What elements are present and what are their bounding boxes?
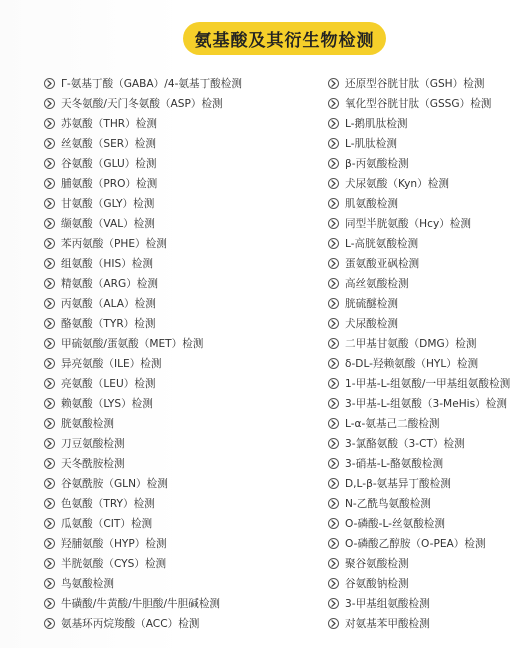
list-item-label: 对氨基苯甲酸检测: [345, 617, 430, 630]
list-item[interactable]: [328, 313, 528, 333]
list-item[interactable]: [44, 613, 306, 633]
list-item[interactable]: [328, 93, 528, 113]
list-item-label: Γ-氨基丁酸（GABA）/4-氨基丁酸检测: [61, 77, 242, 90]
list-item[interactable]: [44, 213, 306, 233]
chevron-right-circle-icon: [44, 498, 55, 509]
chevron-right-circle-icon: [328, 258, 339, 269]
list-item-label: β-丙氨酸检测: [345, 157, 409, 170]
list-item[interactable]: [328, 253, 528, 273]
chevron-right-circle-icon: [328, 478, 339, 489]
list-item-label: 谷氨酰胺（GLN）检测: [61, 477, 168, 490]
list-item-label: 还原型谷胱甘肽（GSH）检测: [345, 77, 485, 90]
list-item[interactable]: [328, 413, 528, 433]
list-item[interactable]: [328, 293, 528, 313]
list-item-label: 羟脯氨酸（HYP）检测: [61, 537, 167, 550]
list-item[interactable]: [328, 333, 528, 353]
chevron-right-circle-icon: [44, 398, 55, 409]
list-item[interactable]: [44, 233, 306, 253]
list-item-label: 组氨酸（HIS）检测: [61, 257, 153, 270]
list-item[interactable]: [44, 193, 306, 213]
list-item[interactable]: [328, 233, 528, 253]
chevron-right-circle-icon: [328, 498, 339, 509]
list-item-label: 同型半胱氨酸（Hcy）检测: [345, 217, 471, 230]
list-item-label: L-鹅肌肽检测: [345, 117, 408, 130]
page-title: 氨基酸及其衍生物检测: [194, 31, 375, 51]
list-item-label: 天冬氨酸/天门冬氨酸（ASP）检测: [61, 97, 223, 110]
list-item[interactable]: [44, 493, 306, 513]
chevron-right-circle-icon: [44, 578, 55, 589]
chevron-right-circle-icon: [44, 458, 55, 469]
list-item-label: O-磷酸乙醇胺（O-PEA）检测: [345, 537, 486, 550]
list-item[interactable]: [44, 113, 306, 133]
chevron-right-circle-icon: [44, 158, 55, 169]
list-item-label: 谷氨酸（GLU）检测: [61, 157, 157, 170]
list-item[interactable]: [44, 593, 306, 613]
chevron-right-circle-icon: [44, 558, 55, 569]
list-item[interactable]: [44, 333, 306, 353]
list-item[interactable]: [328, 353, 528, 373]
list-item-label: 二甲基甘氨酸（DMG）检测: [345, 337, 477, 350]
list-item[interactable]: [44, 513, 306, 533]
chevron-right-circle-icon: [44, 298, 55, 309]
list-item[interactable]: [44, 273, 306, 293]
chevron-right-circle-icon: [44, 198, 55, 209]
list-item-label: 犬尿氨酸（Kyn）检测: [345, 177, 449, 190]
chevron-right-circle-icon: [328, 78, 339, 89]
list-item[interactable]: [328, 433, 528, 453]
list-item-label: 1-甲基-L-组氨酸/一甲基组氨酸检测: [345, 377, 511, 390]
list-item-label: 异亮氨酸（ILE）检测: [61, 357, 162, 370]
list-item-label: 鸟氨酸检测: [61, 577, 114, 590]
chevron-right-circle-icon: [328, 358, 339, 369]
chevron-right-circle-icon: [44, 98, 55, 109]
list-item[interactable]: [328, 193, 528, 213]
chevron-right-circle-icon: [44, 438, 55, 449]
chevron-right-circle-icon: [44, 358, 55, 369]
list-item[interactable]: [44, 93, 306, 113]
list-item-label: 苯丙氨酸（PHE）检测: [61, 237, 167, 250]
list-item-label: 3-硝基-L-酪氨酸检测: [345, 457, 444, 470]
list-item-label: 聚谷氨酸检测: [345, 557, 409, 570]
list-item-label: 亮氨酸（LEU）检测: [61, 377, 156, 390]
chevron-right-circle-icon: [328, 418, 339, 429]
list-item-label: D,L-β-氨基异丁酸检测: [345, 477, 451, 490]
chevron-right-circle-icon: [328, 558, 339, 569]
chevron-right-circle-icon: [328, 158, 339, 169]
chevron-right-circle-icon: [44, 258, 55, 269]
chevron-right-circle-icon: [44, 418, 55, 429]
chevron-right-circle-icon: [328, 538, 339, 549]
list-item-label: N-乙酰鸟氨酸检测: [345, 497, 431, 510]
list-item[interactable]: [328, 613, 528, 633]
list-item-label: 赖氨酸（LYS）检测: [61, 397, 153, 410]
chevron-right-circle-icon: [44, 318, 55, 329]
chevron-right-circle-icon: [328, 398, 339, 409]
list-item[interactable]: [328, 573, 528, 593]
chevron-right-circle-icon: [328, 298, 339, 309]
list-item-label: L-高胱氨酸检测: [345, 237, 419, 250]
list-item-label: 苏氨酸（THR）检测: [61, 117, 157, 130]
chevron-right-circle-icon: [44, 218, 55, 229]
chevron-right-circle-icon: [44, 478, 55, 489]
list-item[interactable]: [44, 313, 306, 333]
chevron-right-circle-icon: [328, 198, 339, 209]
title-banner: [183, 22, 386, 55]
chevron-right-circle-icon: [328, 138, 339, 149]
list-item-label: 胱氨酸检测: [61, 417, 114, 430]
list-item-label: 氧化型谷胱甘肽（GSSG）检测: [345, 97, 492, 110]
list-item[interactable]: [44, 573, 306, 593]
chevron-right-circle-icon: [328, 218, 339, 229]
list-item[interactable]: [44, 433, 306, 453]
list-item-label: 蛋氨酸亚砜检测: [345, 257, 420, 270]
list-item-label: 瓜氨酸（CIT）检测: [61, 517, 153, 530]
list-item[interactable]: [328, 473, 528, 493]
chevron-right-circle-icon: [44, 178, 55, 189]
list-item-label: 高丝氨酸检测: [345, 277, 409, 290]
chevron-right-circle-icon: [328, 618, 339, 629]
list-item-label: 甘氨酸（GLY）检测: [61, 197, 155, 210]
list-item[interactable]: [44, 353, 306, 373]
list-item[interactable]: [44, 373, 306, 393]
list-item[interactable]: [328, 553, 528, 573]
chevron-right-circle-icon: [44, 378, 55, 389]
chevron-right-circle-icon: [44, 278, 55, 289]
list-item[interactable]: [44, 73, 306, 93]
list-item[interactable]: [44, 153, 306, 173]
list-item[interactable]: [328, 513, 528, 533]
chevron-right-circle-icon: [44, 618, 55, 629]
list-item[interactable]: [44, 453, 306, 473]
list-item[interactable]: [44, 253, 306, 273]
chevron-right-circle-icon: [44, 518, 55, 529]
chevron-right-circle-icon: [328, 98, 339, 109]
list-item[interactable]: [328, 153, 528, 173]
list-item[interactable]: [328, 113, 528, 133]
list-item[interactable]: [328, 593, 528, 613]
list-item[interactable]: [328, 453, 528, 473]
chevron-right-circle-icon: [44, 78, 55, 89]
list-item-label: 3-甲基组氨酸检测: [345, 597, 430, 610]
list-item[interactable]: [328, 273, 528, 293]
list-item[interactable]: [328, 393, 528, 413]
list-item-label: 谷氨酸钠检测: [345, 577, 409, 590]
list-item[interactable]: [44, 293, 306, 313]
list-item[interactable]: [328, 73, 528, 93]
list-item[interactable]: [44, 413, 306, 433]
list-item-label: 天冬酰胺检测: [61, 457, 125, 470]
list-item[interactable]: [44, 173, 306, 193]
chevron-right-circle-icon: [328, 518, 339, 529]
chevron-right-circle-icon: [44, 598, 55, 609]
list-item[interactable]: [328, 213, 528, 233]
list-item-label: L-α-氨基己二酸检测: [345, 417, 440, 430]
chevron-right-circle-icon: [328, 438, 339, 449]
right-column-list: [328, 73, 528, 633]
list-item-label: 肌氨酸检测: [345, 197, 398, 210]
list-item-label: 丙氨酸（ALA）检测: [61, 297, 156, 310]
list-item[interactable]: [328, 133, 528, 153]
list-item[interactable]: [328, 173, 528, 193]
list-item-label: 色氨酸（TRY）检测: [61, 497, 155, 510]
list-item-label: 酪氨酸（TYR）检测: [61, 317, 156, 330]
chevron-right-circle-icon: [328, 458, 339, 469]
chevron-right-circle-icon: [328, 318, 339, 329]
list-item[interactable]: [44, 533, 306, 553]
list-item-label: 脯氨酸（PRO）检测: [61, 177, 158, 190]
list-item-label: 氨基环丙烷羧酸（ACC）检测: [61, 617, 200, 630]
list-item-label: O-磷酸-L-丝氨酸检测: [345, 517, 445, 530]
chevron-right-circle-icon: [328, 378, 339, 389]
chevron-right-circle-icon: [328, 278, 339, 289]
list-item-label: 缬氨酸（VAL）检测: [61, 217, 155, 230]
list-item-label: 3-氯酪氨酸（3-CT）检测: [345, 437, 465, 450]
list-item[interactable]: [44, 553, 306, 573]
list-item-label: 刀豆氨酸检测: [61, 437, 125, 450]
chevron-right-circle-icon: [328, 118, 339, 129]
list-item[interactable]: [328, 533, 528, 553]
list-item-label: 牛磺酸/牛黄酸/牛胆酸/牛胆碱检测: [61, 597, 221, 610]
list-item-label: 丝氨酸（SER）检测: [61, 137, 156, 150]
chevron-right-circle-icon: [328, 578, 339, 589]
chevron-right-circle-icon: [44, 338, 55, 349]
list-item[interactable]: [328, 493, 528, 513]
list-item-label: L-肌肽检测: [345, 137, 397, 150]
list-item[interactable]: [328, 373, 528, 393]
chevron-right-circle-icon: [44, 118, 55, 129]
list-item-label: 犬尿酸检测: [345, 317, 398, 330]
chevron-right-circle-icon: [328, 178, 339, 189]
chevron-right-circle-icon: [328, 238, 339, 249]
chevron-right-circle-icon: [328, 598, 339, 609]
list-item[interactable]: [44, 393, 306, 413]
chevron-right-circle-icon: [44, 538, 55, 549]
left-column-list: [44, 73, 306, 633]
list-item[interactable]: [44, 473, 306, 493]
list-item[interactable]: [44, 133, 306, 153]
chevron-right-circle-icon: [44, 238, 55, 249]
chevron-right-circle-icon: [328, 338, 339, 349]
list-item-label: δ-DL-羟赖氨酸（HYL）检测: [345, 357, 479, 370]
chevron-right-circle-icon: [44, 138, 55, 149]
list-item-label: 精氨酸（ARG）检测: [61, 277, 158, 290]
list-item-label: 甲硫氨酸/蛋氨酸（MET）检测: [61, 337, 204, 350]
list-item-label: 3-甲基-L-组氨酸（3-MeHis）检测: [345, 397, 507, 410]
list-item-label: 胱硫醚检测: [345, 297, 398, 310]
list-item-label: 半胱氨酸（CYS）检测: [61, 557, 167, 570]
